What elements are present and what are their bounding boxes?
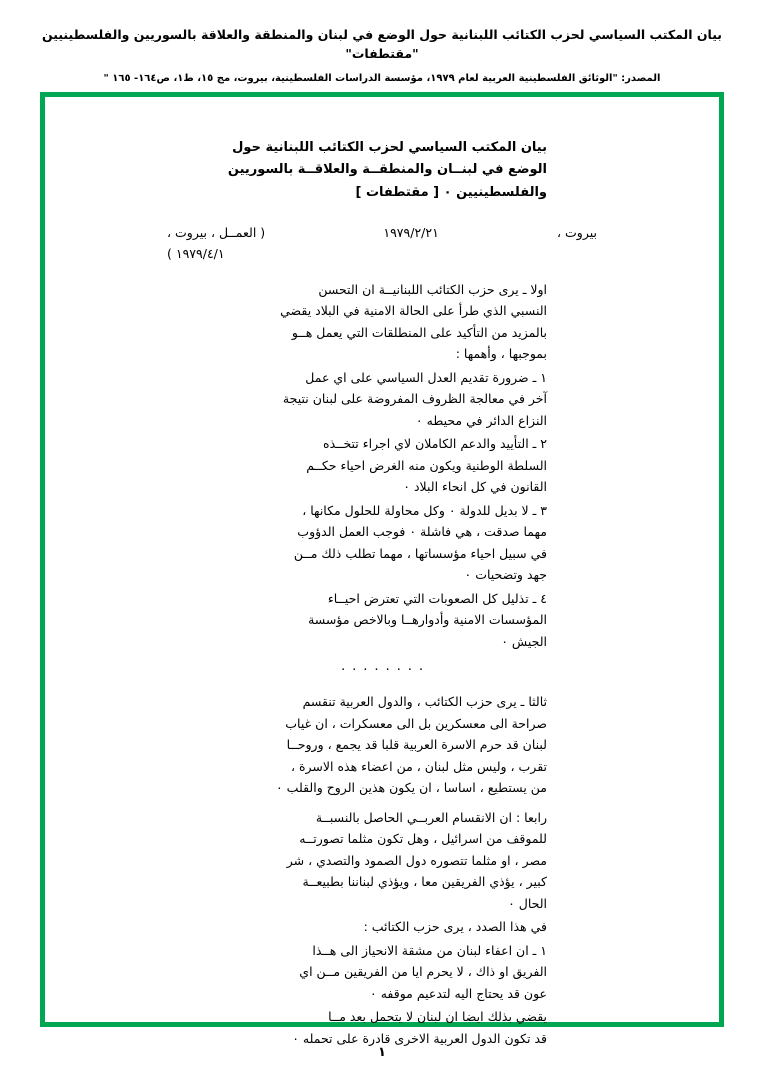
text-line: ٣ ـ لا بديل للدولة ٠ وكل محاولة للحلول مكانها ،	[302, 502, 547, 518]
paragraph-thirdly	[217, 691, 547, 799]
text-line: السلطة الوطنية ويكون منه الغرض احياء حكــم	[306, 457, 547, 473]
text-line: رابعا : ان الانقسام العربــي الحاصل بالنسبــة	[315, 809, 547, 825]
text-line: الحال ٠	[508, 895, 547, 911]
paragraph-point-1	[217, 940, 547, 1005]
paragraph-item-4	[217, 588, 547, 653]
text-line: المؤسسات الامنية وأدوارهــا وبالاخص مؤسسة	[308, 612, 547, 628]
document-title-line: بيان المكتب السياسي لحزب الكتائب اللبنانية حول	[232, 140, 547, 155]
dateline-place: بيروت ،	[557, 225, 597, 241]
paragraph-in-this-regard	[217, 916, 547, 938]
text-line: مهما صدقت ، هي فاشلة ٠ فوجب العمل الدؤوب	[297, 524, 547, 540]
green-border-frame	[40, 92, 724, 1046]
text-line: بموجبها ، وأهمها :	[455, 346, 547, 362]
header-title: بيان المكتب السياسي لحزب الكتائب اللبنانية حول الوضع في لبنان والمنطقة والعلاقة بالسوريين والفلسطينيين "مقتطفات"	[41, 27, 723, 61]
text-line: ثالثا ـ يرى حزب الكتائب ، والدول العربية تنقسم	[302, 694, 547, 710]
text-line: عون قد يحتاج اليه لتدعيم موقفه ٠	[370, 985, 547, 1001]
page-header	[0, 0, 764, 86]
text-line: ٤ ـ تذليل كل الصعوبات التي تعترض احيــاء	[327, 590, 547, 606]
document-title-line: والفلسطينيين ٠ [ مقتطفات ]	[355, 184, 547, 200]
header-source: المصدر: "الوثائق الفلسطينية العربية لعام ١٩٧٩، مؤسسة الدراسات الفلسطينية، بيروت، مج ١٥، ط١، ص١٦٤- ١٦٥ "	[103, 72, 661, 84]
text-line: للموقف من اسرائيل ، وهل تكون مثلما تصورتــه	[299, 831, 547, 847]
text-line: بالمزيد من التأكيد على المنطلقات التي يعمل هــو	[291, 324, 547, 340]
paragraph-item-3	[217, 500, 547, 586]
paragraph-closing	[217, 1006, 547, 1049]
text-line: جهد وتضحيات ٠	[464, 567, 547, 583]
document-body	[217, 279, 547, 653]
dateline-source	[167, 222, 265, 265]
text-line: آخر في معالجة الظروف المفروضة على لبنان نتيجة	[282, 391, 547, 407]
text-line: كبير ، يؤذي الفريقين معا ، ويؤذي لبناننا بطبيعــة	[302, 874, 547, 890]
paragraph-item-1	[217, 367, 547, 432]
text-line: في سبيل احياء مؤسساتها ، مهما تطلب ذلك مــن	[293, 545, 547, 561]
document-title	[217, 137, 547, 204]
document-content	[45, 137, 719, 1051]
page-number: ١	[378, 1045, 386, 1060]
text-line: في هذا الصدد ، يرى حزب الكتائب :	[363, 919, 547, 935]
text-line: يقضي بذلك ايضا ان لبنان لا يتحمل بعد مــا	[328, 1009, 547, 1025]
section-divider-dots: ٠ ٠ ٠ ٠ ٠ ٠ ٠ ٠	[339, 662, 425, 678]
text-line: مصر ، او مثلما تتصوره دول الصمود والتصدي ، شر	[286, 852, 547, 868]
text-line: صراحة الى معسكرين بل الى معسكرات ، ان غياب	[285, 715, 547, 731]
text-line: ٢ ـ التأييد والدعم الكاملان لاي اجراء تتخــذه	[323, 436, 547, 452]
document-body-second	[217, 691, 547, 1049]
text-line: لبنان قد حرم الاسرة العربية قلبا قد يجمع ، وروحــا	[286, 737, 547, 753]
text-line: تقرب ، وليس مثل لبنان ، من اعضاء هذه الاسرة ،	[290, 758, 547, 774]
text-line: قد تكون الدول العربية الاخرى قادرة على تحمله ٠	[292, 1030, 547, 1046]
paragraph-item-2	[217, 433, 547, 498]
text-line: الجيش ٠	[501, 633, 547, 649]
dateline-source-line: ١٩٧٩/٤/١ )	[167, 246, 225, 262]
text-line: من يستطيع ، اساسا ، ان يكون هذين الروح والقلب ٠	[275, 780, 547, 796]
text-line: النسبي الذي طرأ على الحالة الامنية في البلاد يقضي	[280, 303, 547, 319]
text-line: ١ ـ ضرورة تقديم العدل السياسي على اي عمل	[305, 369, 547, 385]
text-line: اولا ـ يرى حزب الكتائب اللبنانيــة ان التحسن	[318, 281, 547, 297]
text-line: الفريق او ذاك ، لا يحرم ايا من الفريقين مــن اي	[299, 964, 547, 980]
text-line: ١ ـ ان اعفاء لبنان من مشقة الانحياز الى هــذا	[312, 942, 547, 958]
document-title-line: الوضع في لبنــان والمنطقــة والعلاقــة بالسوريين	[227, 162, 547, 178]
dateline	[167, 222, 597, 265]
dateline-source-line: ( العمــل ، بيروت ،	[167, 225, 266, 241]
text-line: القانون في كل انحاء البلاد ٠	[403, 479, 547, 495]
paragraph-first	[217, 279, 547, 365]
text-line: النزاع الدائر في محيطه ٠	[415, 412, 547, 428]
dateline-date: ١٩٧٩/٢/٢١	[383, 225, 439, 241]
paragraph-fourthly	[217, 807, 547, 915]
